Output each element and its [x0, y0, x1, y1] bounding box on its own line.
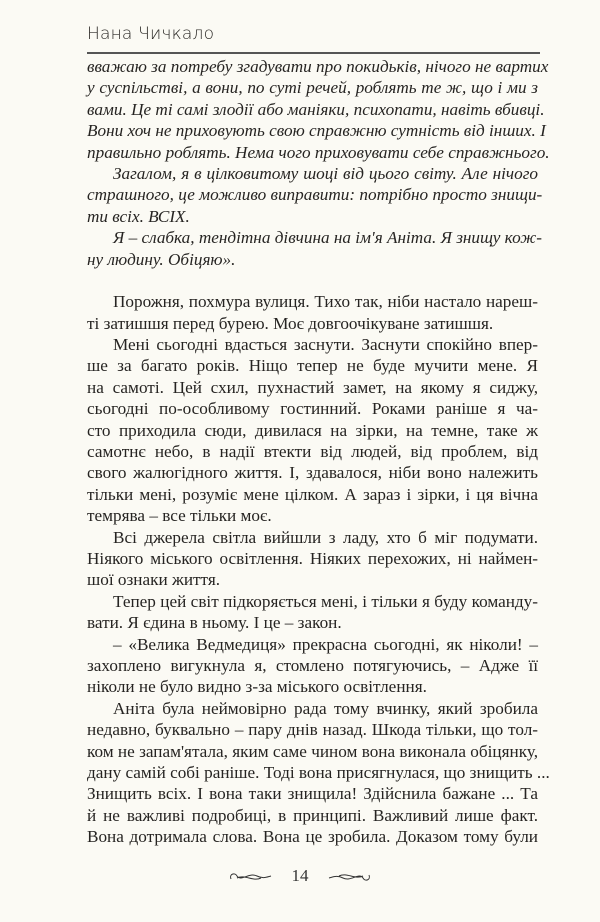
text-line: ти всіх. ВСІХ.: [87, 206, 190, 226]
text-line: Ніякого міського освітлення. Ніяких перехожих, ні наймен-: [87, 548, 538, 568]
left-flourish-icon: [227, 870, 273, 884]
text-line: свого жалюгідного життя. І, здавалося, ніби воно належить: [87, 463, 538, 483]
text-line: Загалом, я в цілковитому шоці від цього світу. Але нічого: [113, 163, 538, 183]
text-line: Я – слабка, тендітна дівчина на ім'я Аніта. Я знищу кож-: [113, 228, 542, 248]
text-line: захоплено вигукнула я, стомлено потягуючись, – Адже її: [87, 655, 538, 675]
text-line: Аніта була неймовірно рада тому вчинку, який зробила: [113, 698, 538, 718]
text-line: сто приходила сюди, дивилася на зірки, на темне, таке ж: [87, 420, 538, 440]
text-line: шої ознаки життя.: [87, 570, 221, 590]
paragraph-gap: [87, 270, 538, 291]
text-line: ше за багато років. Ніщо тепер не буде мучити мене. Я: [87, 356, 538, 376]
text-line: й не важливі подробиці, в принципі. Важливий лише факт.: [87, 805, 538, 825]
text-line: страшного, це можливо виправити: потрібно просто знищи-: [87, 185, 543, 205]
text-line: – «Велика Ведмедиця» прекрасна сьогодні, як ніколи! –: [113, 634, 538, 654]
text-line: ну людину. Обіцяю».: [87, 249, 236, 269]
text-line: вати. Я єдина в ньому. І це – закон.: [87, 613, 342, 633]
text-line: сьогодні по-особливому гостинний. Роками раніше я ча-: [87, 399, 538, 419]
header-rule: [87, 52, 540, 54]
text-line: темрява – все тільки моє.: [87, 506, 272, 526]
text-line: Тепер цей світ підкоряється мені, і тільки я буду команду-: [113, 591, 538, 611]
text-line: самотнє небо, в надії втекти від людей, від проблем, від: [87, 442, 538, 462]
text-line: ком не запам'ятала, яким саме чином вона виконала обіцянку,: [87, 741, 538, 761]
text-line: вами. Це ті самі злодії або маніяки, психопати, навіть вбивці.: [87, 99, 545, 119]
text-line: тільки мені, розуміє мене цілком. А зараз і зірки, і ця вічна: [87, 484, 538, 504]
page-footer: [0, 866, 600, 886]
text-line: у суспільстві, а вони, по суті речей, роблять те ж, що і ми з: [87, 78, 538, 98]
text-line: вважаю за потребу згадувати про покидьків, нічого не вартих: [87, 57, 549, 76]
author-name: Нана Чичкало: [87, 24, 215, 44]
right-flourish-icon: [327, 870, 373, 884]
text-line: Вона дотримала слова. Вона це зробила. Доказом тому були: [87, 827, 538, 847]
running-header: [87, 24, 540, 44]
text-line: правильно роблять. Нема чого приховувати себе справжнього.: [87, 142, 550, 162]
text-line: Вони хоч не приховують свою справжню сутність від інших. І: [87, 121, 546, 141]
text-line: недавно, буквально – пару днів назад. Шкода тільки, що тол-: [87, 720, 538, 740]
text-line: дану самій собі раніше. Тоді вона присягнулася, що знищить ...: [87, 762, 550, 782]
text-line: ніколи не було видно з-за міського освітлення.: [87, 677, 427, 697]
text-line: Порожня, похмура вулиця. Тихо так, ніби настало нареш-: [113, 292, 538, 312]
text-line: ті затишшя перед бурею. Моє довгоочікуване затишшя.: [87, 313, 494, 333]
text-line: на самоті. Цей схил, пухнастий замет, на якому я сиджу,: [87, 377, 538, 397]
text-line: Знищить всіх. І вона таки знищила! Здійснила бажане ... Та: [87, 784, 538, 804]
text-line: Всі джерела світла вийшли з ладу, хто б міг подумати.: [113, 527, 538, 547]
text-line: Мені сьогодні вдасться заснути. Заснути спокійно впер-: [113, 335, 538, 355]
page-number: 14: [291, 866, 309, 885]
page-body-text: [87, 56, 550, 847]
